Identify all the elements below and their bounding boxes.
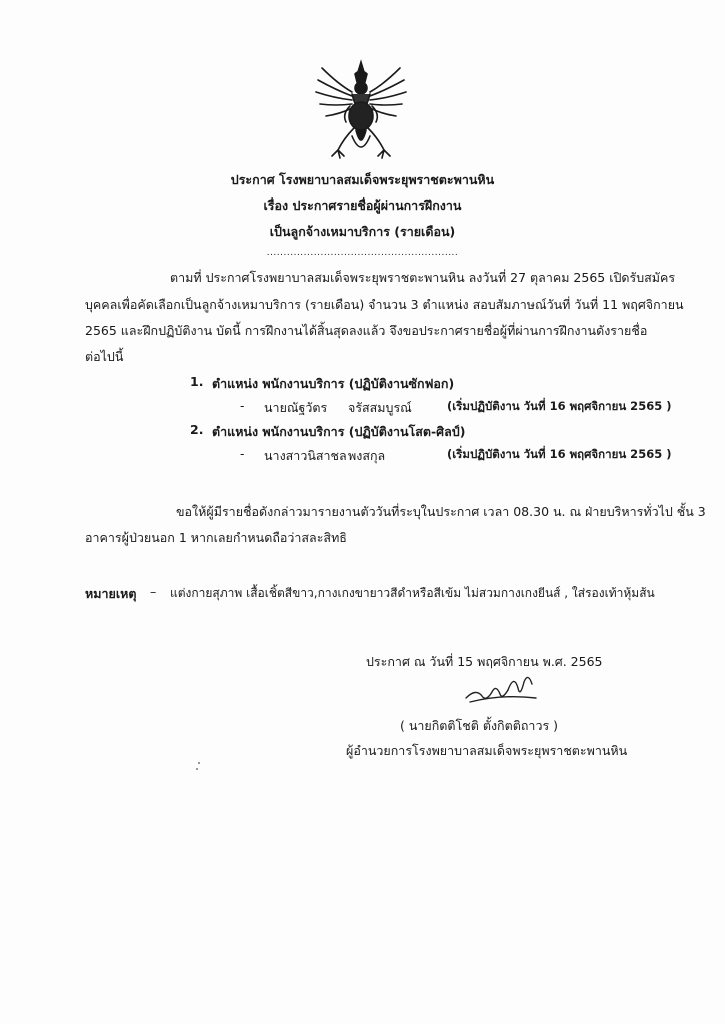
report-line-1: ขอให้ผู้มีรายชื่อดังกล่าวมารายงานตัววันที่ระบุในประกาศ เวลา 08.30 น. ณ ฝ่ายบริหารทั่วไป ชั้น 3 <box>176 504 706 519</box>
subject-subline: เป็นลูกจ้างเหมาบริการ (รายเดือน) <box>269 224 456 239</box>
person-last-name: จรัสสมบูรณ์ <box>348 400 412 415</box>
person-first-name: นายณัฐวัตร <box>264 400 328 415</box>
intro-line-4: ต่อไปนี้ <box>85 349 124 364</box>
report-line-2: อาคารผู้ป่วยนอก 1 หากเลยกำหนดถือว่าสละสิทธิ <box>85 530 347 545</box>
signer-name: ( นายกิตติโชติ ตั้งกิตติถาวร ) <box>400 718 559 733</box>
position-title: ตำแหน่ง พนักงานบริการ (ปฏิบัติงานซักฟอก) <box>212 376 455 391</box>
start-date: (เริ่มปฏิบัติงาน วันที่ 16 พฤศจิกายน 2565 ) <box>447 447 672 461</box>
person-first-name: นางสาวนิสาชล <box>264 448 347 463</box>
note-separator: – <box>150 584 157 599</box>
start-date: (เริ่มปฏิบัติงาน วันที่ 16 พฤศจิกายน 2565 ) <box>447 399 672 413</box>
scan-speck <box>198 762 200 764</box>
scan-speck <box>196 768 198 770</box>
position-title: ตำแหน่ง พนักงานบริการ (ปฏิบัติงานโสต-ศิลป์) <box>212 424 466 439</box>
announce-date: ประกาศ ณ วันที่ 15 พฤศจิกายน พ.ศ. 2565 <box>366 654 603 669</box>
announcement-title: ประกาศ โรงพยาบาลสมเด็จพระยุพราชตะพานหิน <box>230 172 495 187</box>
intro-line-1: ตามที่ ประกาศโรงพยาบาลสมเด็จพระยุพราชตะพานหิน ลงวันที่ 27 ตุลาคม 2565 เปิดรับสมัคร <box>170 270 676 285</box>
note-text: แต่งกายสุภาพ เสื้อเชิ้ตสีขาว,กางเกงขายาวสีดำหรือสีเข้ม ไม่สวมกางเกงยีนส์ , ใส่รองเท้าหุ้มส้น <box>170 586 655 600</box>
person-last-name: พงสกุล <box>348 448 386 463</box>
handwritten-signature-icon <box>462 668 542 708</box>
subject-line: เรื่อง ประกาศรายชื่อผู้ผ่านการฝึกงาน <box>263 198 462 213</box>
note-label: หมายเหตุ <box>85 586 137 601</box>
header-divider: ......................................................... <box>266 248 459 258</box>
position-number: 1. <box>190 374 204 389</box>
intro-line-3: 2565 และฝึกปฏิบัติงาน บัดนี้ การฝึกงานได้สิ้นสุดลงแล้ว จึงขอประกาศรายชื่อผู้ที่ผ่านการฝึกงานดังรายชื่อ <box>85 323 648 338</box>
intro-line-2: บุคคลเพื่อคัดเลือกเป็นลูกจ้างเหมาบริการ (รายเดือน) จำนวน 3 ตำแหน่ง สอบสัมภาษณ์วันที่ วันที่ 11 พฤศจิกายน <box>85 297 684 312</box>
position-number: 2. <box>190 422 204 437</box>
garuda-emblem-icon <box>308 58 414 164</box>
signer-title: ผู้อำนวยการโรงพยาบาลสมเด็จพระยุพราชตะพานหิน <box>346 743 628 758</box>
list-dash: - <box>240 398 245 413</box>
list-dash: - <box>240 446 245 461</box>
